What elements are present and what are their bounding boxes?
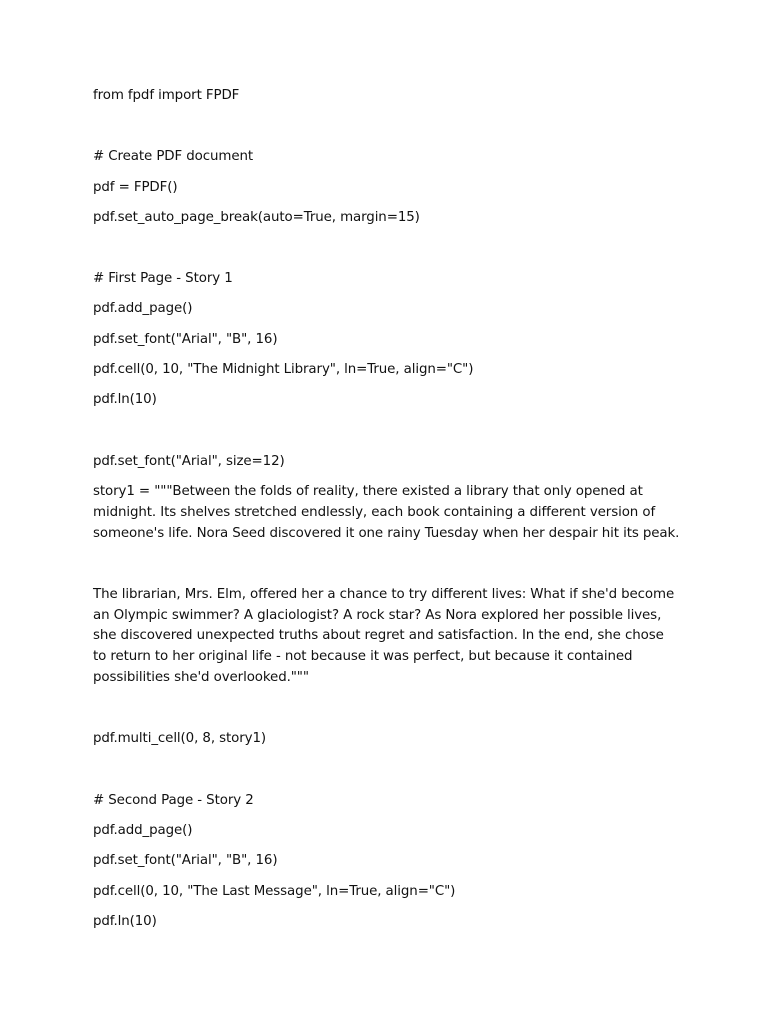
code-line: pdf.add_page(): [93, 301, 193, 317]
document-body: [93, 86, 683, 933]
paragraph-spacer: [93, 689, 683, 730]
code-line: pdf = FPDF(): [93, 179, 178, 195]
paragraph-spacer: [93, 381, 683, 391]
code-line: pdf.add_page(): [93, 822, 193, 838]
paragraph-spacer: [93, 872, 683, 882]
paragraph-spacer: [93, 198, 683, 208]
paragraph-spacer: [93, 811, 683, 821]
story-text-line: someone's life. Nora Seed discovered it one rainy Tuesday when her despair hit its peak.: [93, 525, 680, 541]
story-text-line: midnight. Its shelves stretched endlessly, each book containing a different version of: [93, 504, 656, 520]
code-line: pdf.set_font("Arial", "B", 16): [93, 853, 278, 869]
code-line: pdf.set_auto_page_break(auto=True, margin=15): [93, 209, 420, 225]
paragraph-spacer: [93, 351, 683, 361]
paragraph-spacer: [93, 411, 683, 452]
story-text-line: to return to her original life - not because it was perfect, but because it contained: [93, 649, 633, 665]
paragraph-spacer: [93, 320, 683, 330]
story-text-line: she discovered unexpected truths about regret and satisfaction. In the end, she chose: [93, 628, 664, 644]
paragraph-spacer: [93, 902, 683, 912]
story-text-line: The librarian, Mrs. Elm, offered her a chance to try different lives: What if she'd become: [93, 586, 675, 602]
code-line: pdf.cell(0, 10, "The Midnight Library", ln=True, align="C"): [93, 362, 474, 378]
comment-create-pdf: # Create PDF document: [93, 149, 254, 165]
code-line: pdf.set_font("Arial", "B", 16): [93, 331, 278, 347]
code-line: pdf.ln(10): [93, 913, 157, 929]
comment-second-page: # Second Page - Story 2: [93, 792, 254, 808]
story-text-line: possibilities she'd overlooked.""": [93, 670, 309, 686]
story-text-line: an Olympic swimmer? A glaciologist? A rock star? As Nora explored her possible lives,: [93, 607, 662, 623]
paragraph-spacer: [93, 168, 683, 178]
code-line: pdf.ln(10): [93, 392, 157, 408]
code-line: pdf.multi_cell(0, 8, story1): [93, 731, 267, 747]
import-line: from fpdf import FPDF: [93, 88, 240, 103]
paragraph-spacer: [93, 842, 683, 852]
paragraph-spacer: [93, 750, 683, 791]
paragraph-spacer: [93, 472, 683, 482]
paragraph-spacer: [93, 107, 683, 148]
paragraph-spacer: [93, 290, 683, 300]
paragraph-spacer: [93, 544, 683, 585]
code-line: pdf.set_font("Arial", size=12): [93, 453, 285, 469]
code-line: pdf.cell(0, 10, "The Last Message", ln=True, align="C"): [93, 883, 456, 899]
paragraph-spacer: [93, 229, 683, 270]
story-text-line: story1 = """Between the folds of reality, there existed a library that only opened at: [93, 483, 643, 499]
comment-first-page: # First Page - Story 1: [93, 271, 233, 287]
